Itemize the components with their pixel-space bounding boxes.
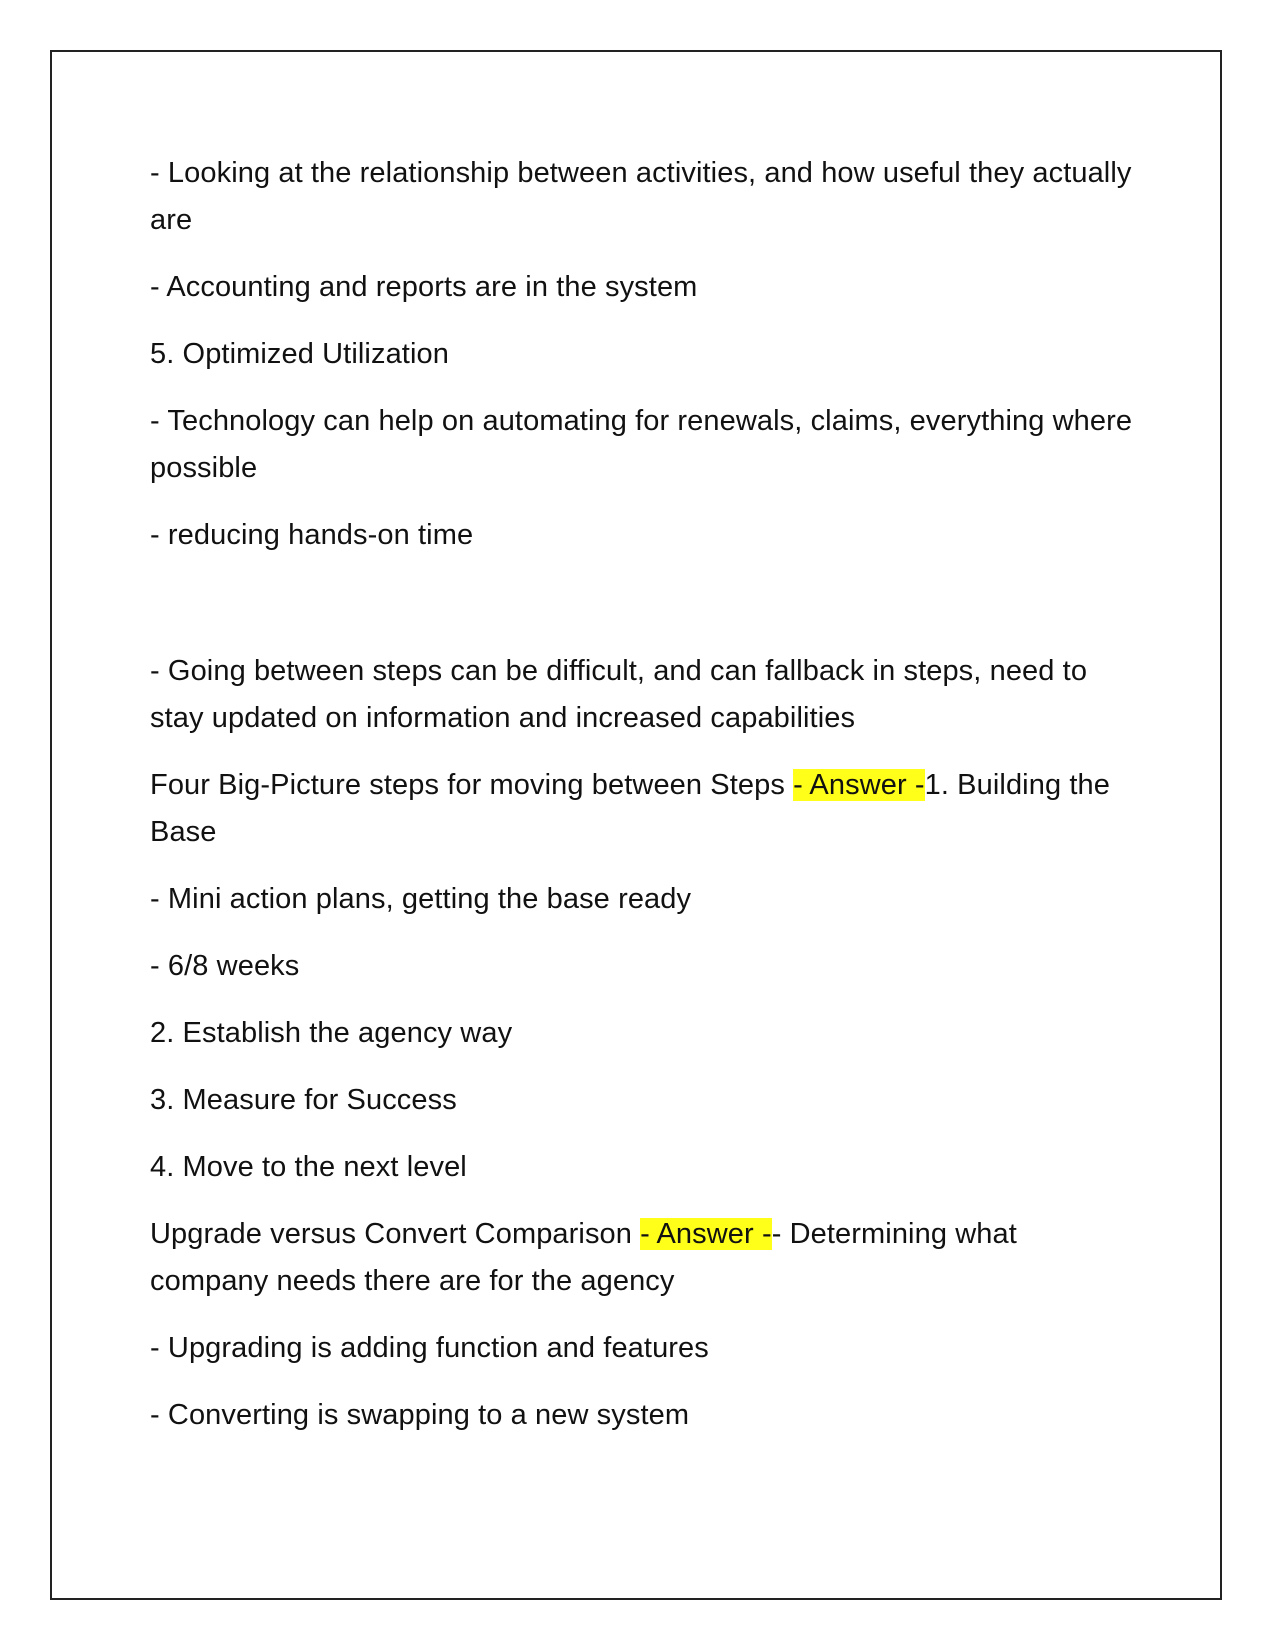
answer-marker-highlight: - Answer - — [793, 769, 925, 801]
paragraph-hands-on-time: - reducing hands-on time — [150, 519, 474, 551]
document-body — [150, 150, 1140, 1459]
qa-upgrade-versus-convert — [150, 1211, 1140, 1305]
paragraph-accounting: - Accounting and reports are in the system — [150, 271, 698, 303]
paragraph-upgrading: - Upgrading is adding function and features — [150, 1332, 709, 1364]
answer-marker-highlight: - Answer - — [640, 1218, 772, 1250]
paragraph-going-between-steps: - Going between steps can be difficult, and can fallback in steps, need to stay updated on information and increased capabilities — [150, 655, 1088, 734]
paragraph-converting: - Converting is swapping to a new system — [150, 1399, 690, 1431]
question-text: Upgrade versus Convert Comparison — [150, 1218, 641, 1250]
answer-text: 1. Building the Base — [150, 769, 1110, 848]
question-text: Four Big-Picture steps for moving between Steps — [150, 769, 794, 801]
blank-line — [150, 579, 1140, 648]
paragraph-mini-action-plans: - Mini action plans, getting the base ready — [150, 883, 692, 915]
answer-text: - Determining what company needs there are for the agency — [150, 1218, 1017, 1297]
qa-four-big-picture-steps — [150, 762, 1140, 856]
paragraph-weeks: - 6/8 weeks — [150, 950, 300, 982]
heading-optimized-utilization: 5. Optimized Utilization — [150, 338, 449, 370]
step-move-to-next-level: 4. Move to the next level — [150, 1151, 467, 1183]
step-measure-for-success: 3. Measure for Success — [150, 1084, 457, 1116]
paragraph-relationship: - Looking at the relationship between activities, and how useful they actually are — [150, 157, 1132, 236]
step-establish-agency-way: 2. Establish the agency way — [150, 1017, 513, 1049]
paragraph-technology: - Technology can help on automating for renewals, claims, everything where possible — [150, 405, 1133, 484]
